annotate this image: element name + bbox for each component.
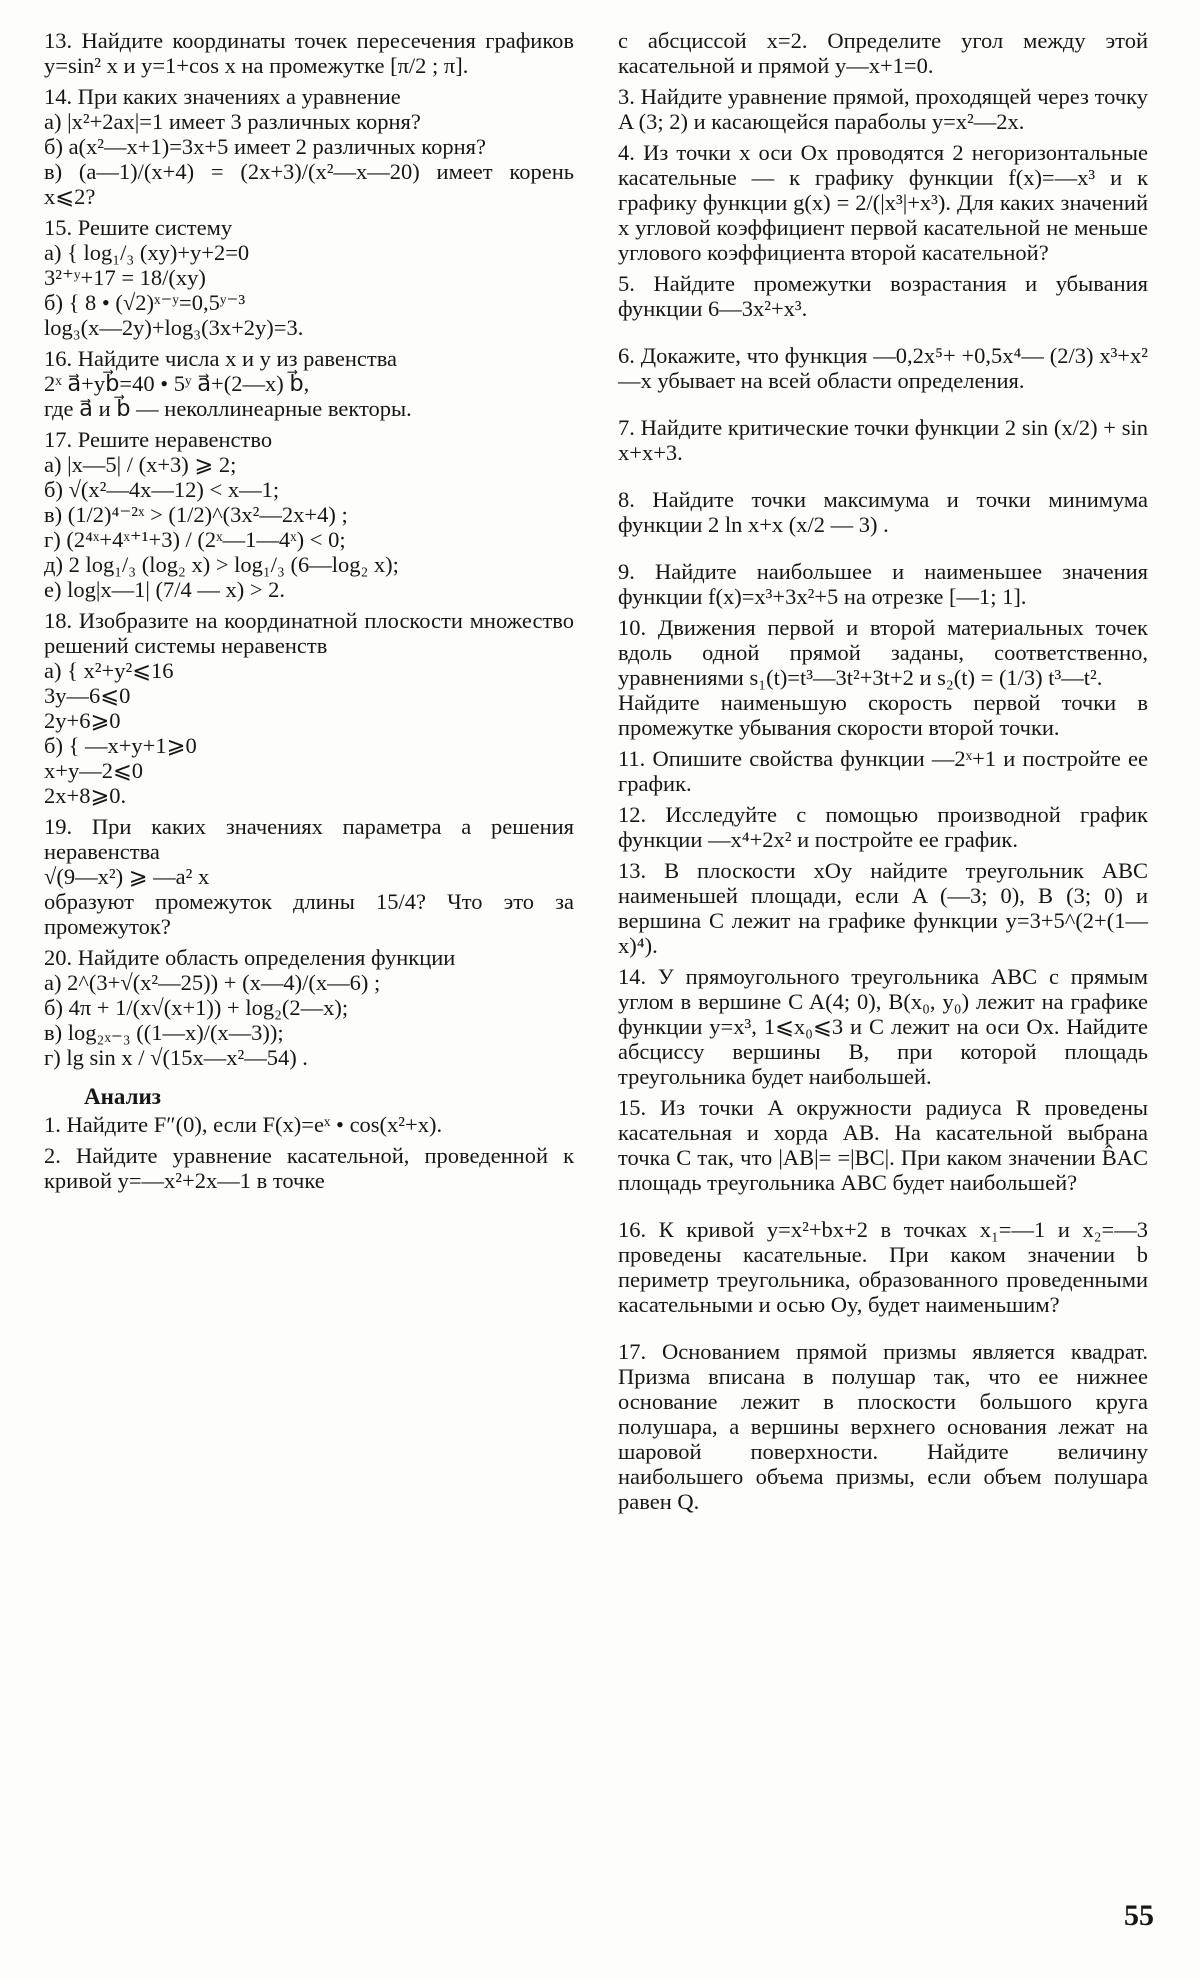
analysis-problem-13: 13. В плоскости xOy найдите треугольник ABC наименьшей площади, если A (—3; 0), B (3; 0) и вершина C лежит на графике функции y=3+5^(2+(1—x)⁴). <box>618 858 1148 958</box>
problem-20-domain: 20. Найдите область определения функции а) 2^(3+√(x²—25)) + (x—4)/(x—6) ; б) 4π + 1/(x√(x+1)) + log₂(2—x); в) log₂ₓ₋₃ ((1—x)/(x—3)); г) lg sin x / √(15x—x²—54) . <box>44 945 456 1070</box>
section-heading-analysis: Анализ <box>84 1084 161 1109</box>
problem-16-vectors: 16. Найдите числа x и y из равенства 2ˣ a⃗+yb⃗=40 • 5ʸ a⃗+(2—x) b⃗, где a⃗ и b⃗ — неколлинеарные векторы. <box>44 346 412 421</box>
analysis-problem-2-continued: с абсциссой x=2. Определите угол между этой касательной и прямой y—x+1=0. <box>618 28 1148 78</box>
analysis-problem-10: 10. Движения первой и второй материальных точек вдоль одной прямой заданы, соответственно, уравнениями s₁(t)=t³—3t²+3t+2 и s₂(t) = (1/3) t³—t². Найдите наименьшую скорость первой точки в промежутке убывания скорости второй точки. <box>618 615 1148 740</box>
analysis-problem-1: 1. Найдите F″(0), если F(x)=eˣ • cos(x²+x). <box>44 1112 443 1137</box>
problem-15-system: 15. Решите систему а) { log₁/₃ (xy)+y+2=0 3²⁺ʸ+17 = 18/(xy) б) { 8 • (√2)ˣ⁻ʸ=0,5ʸ⁻³ log₃(x—2y)+log₃(3x+2y)=3. <box>44 215 304 340</box>
problem-17-inequalities: 17. Решите неравенство а) |x—5| / (x+3) ⩾ 2; б) √(x²—4x—12) < x—1; в) (1/2)⁴⁻²ˣ > (1/2)^(3x²—2x+4) ; г) (2⁴ˣ+4ˣ⁺¹+3) / (2ˣ—1—4ˣ) < 0; д) 2 log₁/₃ (log₂ x) > log₁/₃ (6—log₂ x); е) log|x—1| (7/4 — x) > 2. <box>44 427 399 602</box>
analysis-problem-6: 6. Докажите, что функция —0,2x⁵+ +0,5x⁴— (2/3) x³+x²—x убывает на всей области определения. <box>618 343 1148 393</box>
analysis-problem-5: 5. Найдите промежутки возрастания и убывания функции 6—3x²+x³. <box>618 271 1148 321</box>
analysis-problem-17: 17. Основанием прямой призмы является квадрат. Призма вписана в полушар так, что ее нижнее основание лежит в плоскости большого круга полушара, а вершины верхнего основания лежат на шаровой поверхности. Найдите величину наибольшего объема призмы, если объем полушара равен Q. <box>618 1339 1148 1514</box>
analysis-problem-15: 15. Из точки A окружности радиуса R проведены касательная и хорда AB. На касательной выбрана точка C так, что |AB|= =|BC|. При каком значении B̂AC площадь треугольника ABC будет наибольшей? <box>618 1095 1148 1195</box>
problem-19-parameter-interval: 19. При каких значениях параметра a решения неравенства √(9—x²) ⩾ —a² x образуют промежуток длины 15/4? Что это за промежуток? <box>44 814 574 939</box>
analysis-problem-8: 8. Найдите точки максимума и точки минимума функции 2 ln x+x (x/2 — 3) . <box>618 487 1148 537</box>
analysis-problem-11: 11. Опишите свойства функции —2ˣ+1 и постройте ее график. <box>618 746 1148 796</box>
right-column <box>618 28 1148 1520</box>
analysis-problem-12: 12. Исследуйте с помощью производной график функции —x⁴+2x² и постройте ее график. <box>618 802 1148 852</box>
analysis-problem-16: 16. К кривой y=x²+bx+2 в точках x₁=—1 и x₂=—3 проведены касательные. При каком значении b периметр треугольника, образованного проведенными касательными и осью Oy, будет наименьшим? <box>618 1217 1148 1317</box>
analysis-problem-3: 3. Найдите уравнение прямой, проходящей через точку A (3; 2) и касающейся параболы y=x²—2x. <box>618 84 1148 134</box>
analysis-problem-7: 7. Найдите критические точки функции 2 sin (x/2) + sin x+x+3. <box>618 415 1148 465</box>
analysis-problem-2: 2. Найдите уравнение касательной, проведенной к кривой y=—x²+2x—1 в точке <box>44 1143 574 1193</box>
page-number: 55 <box>1124 1899 1154 1932</box>
problem-14-equation-parameter: 14. При каких значениях a уравнение а) |x²+2ax|=1 имеет 3 различных корня? б) a(x²—x+1)=3x+5 имеет 2 различных корня? в) (a—1)/(x+4) = (2x+3)/(x²—x—20) имеет корень x⩽2? <box>44 84 574 209</box>
problem-13-intersection: 13. Найдите координаты точек пересечения графиков y=sin² x и y=1+cos x на промежутке [π/2 ; π]. <box>44 28 574 78</box>
left-column <box>44 28 574 1199</box>
analysis-problem-4: 4. Из точки x оси Ox проводятся 2 негоризонтальные касательные — к графику функции f(x)=—x³ и к графику функции g(x) = 2/(|x³|+x³). Для каких значений x угловой коэффициент первой касательной не меньше углового коэффициента второй касательной? <box>618 140 1148 265</box>
analysis-problem-9: 9. Найдите наибольшее и наименьшее значения функции f(x)=x³+3x²+5 на отрезке [—1; 1]. <box>618 559 1148 609</box>
problem-18-coordinate-plane: 18. Изобразите на координатной плоскости множество решений системы неравенств а) { x²+y²⩽16 3y—6⩽0 2y+6⩾0 б) { —x+y+1⩾0 x+y—2⩽0 2x+8⩾0. <box>44 608 574 808</box>
analysis-problem-14: 14. У прямоугольного треугольника ABC с прямым углом в вершине C A(4; 0), B(x₀, y₀) лежит на графике функции y=x³, 1⩽x₀⩽3 и C лежит на оси Ox. Найдите абсциссу вершины B, при которой площадь треугольника будет наибольшей. <box>618 964 1148 1089</box>
